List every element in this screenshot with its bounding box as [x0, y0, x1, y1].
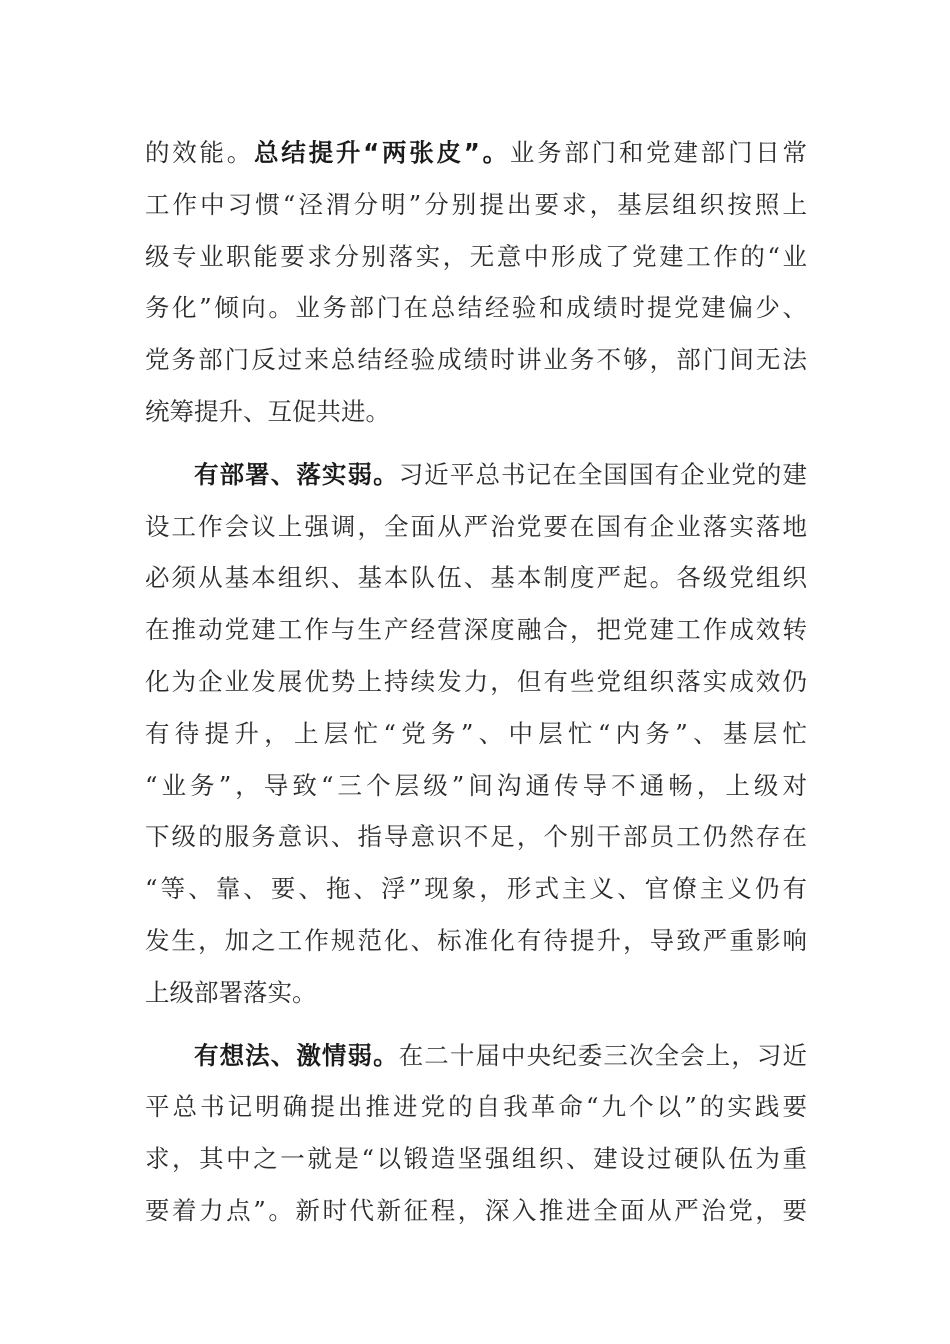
text-line — [145, 127, 807, 179]
paragraph-1 — [145, 127, 807, 438]
bold-heading: 总结提升“两张皮”。 — [254, 138, 510, 167]
text-line: 求，其中之一就是“以锻造坚强组织、建设过硬队伍为重 — [145, 1144, 807, 1174]
text-run: 在二十届中央纪委三次全会上，习近 — [398, 1040, 808, 1070]
paragraph-2 — [145, 449, 807, 1019]
paragraph-3 — [145, 1030, 807, 1237]
bold-heading: 有部署、落实弱。 — [194, 459, 399, 489]
text-line: “业务”，导致“三个层级”间沟通传导不通畅，上级对 — [145, 770, 807, 800]
text-line: “等、靠、要、拖、浮”现象，形式主义、官僚主义仍有 — [145, 874, 807, 904]
text-line — [145, 449, 807, 501]
text-run: 的效能。 — [145, 138, 255, 167]
text-line: 下级的服务意识、指导意识不足，个别干部员工仍然存在 — [145, 822, 807, 852]
text-line: 化为企业发展优势上持续发力，但有些党组织落实成效仍 — [145, 666, 807, 696]
text-line: 上级部署落实。 — [145, 977, 317, 1007]
text-line: 平总书记明确提出推进党的自我革命“九个以”的实践要 — [145, 1092, 807, 1122]
text-line: 要着力点”。新时代新征程，深入推进全面从严治党，要 — [145, 1195, 807, 1225]
text-line: 有待提升，上层忙“党务”、中层忙“内务”、基层忙 — [145, 718, 807, 748]
text-line: 工作中习惯“泾渭分明”分别提出要求，基层组织按照上 — [145, 189, 807, 219]
text-line: 发生，加之工作规范化、标准化有待提升，导致严重影响 — [145, 925, 807, 955]
text-run: 业务部门和党建部门日常 — [509, 138, 807, 167]
text-line: 设工作会议上强调，全面从严治党要在国有企业落实落地 — [145, 511, 807, 541]
text-line: 级专业职能要求分别落实，无意中形成了党建工作的“业 — [145, 241, 807, 271]
text-line: 统筹提升、互促共进。 — [145, 396, 390, 426]
text-line: 务化”倾向。业务部门在总结经验和成绩时提党建偏少、 — [145, 293, 807, 323]
document-body — [145, 127, 807, 1248]
bold-heading: 有想法、激情弱。 — [194, 1040, 399, 1070]
text-line — [145, 1030, 807, 1082]
text-line: 必须从基本组织、基本队伍、基本制度严起。各级党组织 — [145, 563, 807, 593]
text-run: 习近平总书记在全国国有企业党的建 — [398, 459, 808, 489]
text-line: 在推动党建工作与生产经营深度融合，把党建工作成效转 — [145, 615, 807, 645]
text-line: 党务部门反过来总结经验成绩时讲业务不够，部门间无法 — [145, 345, 807, 375]
